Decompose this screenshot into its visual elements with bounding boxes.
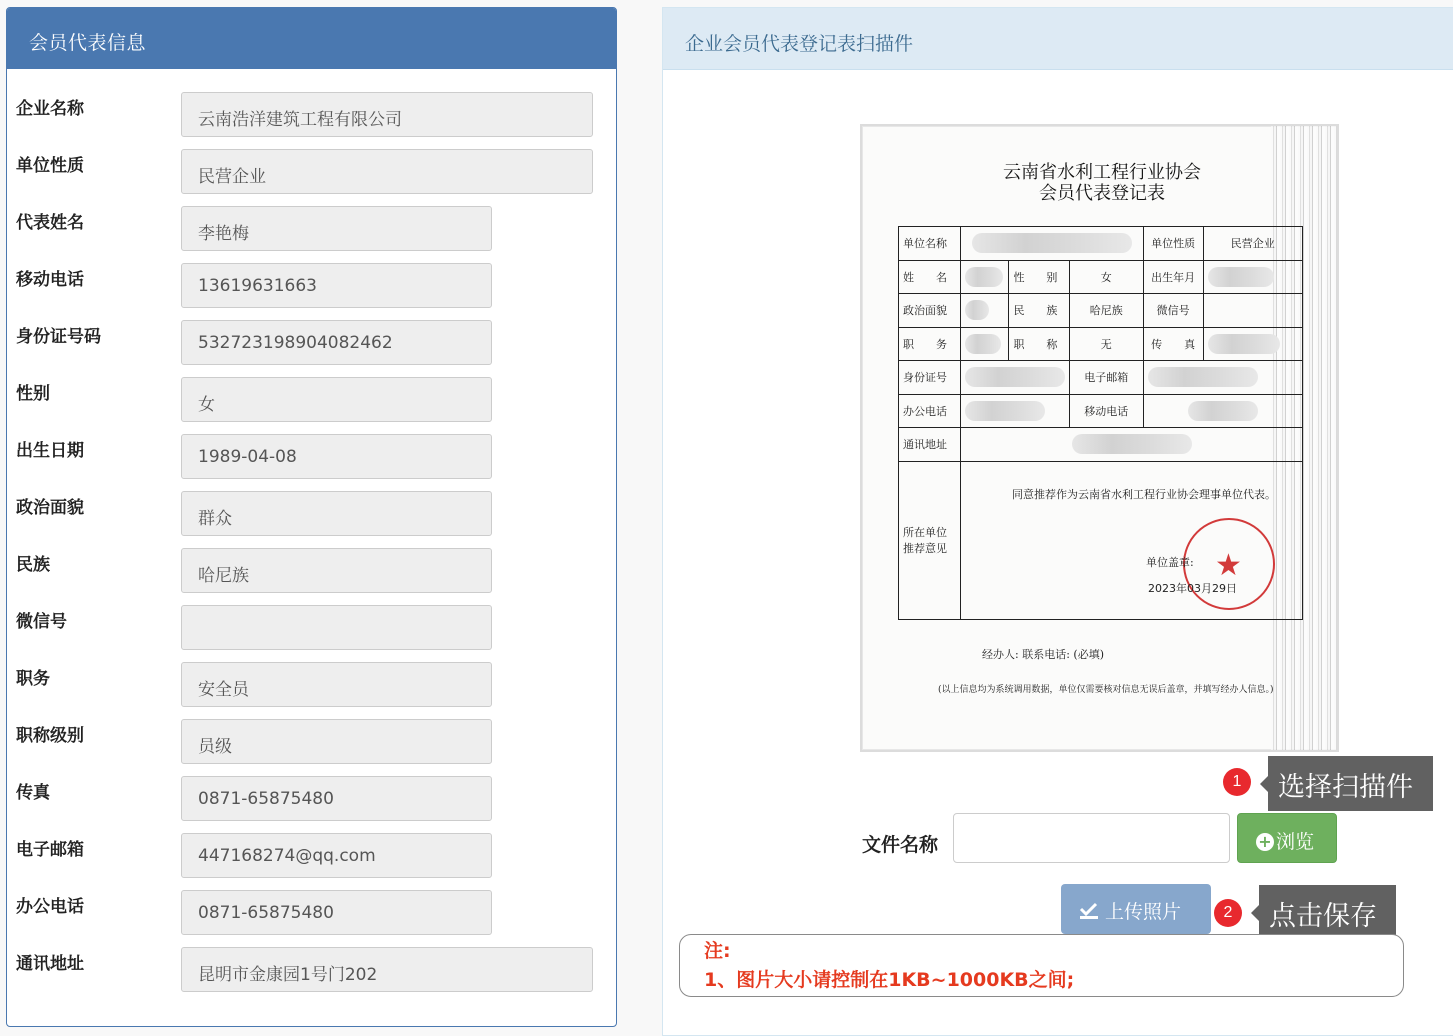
scan-value: 女 <box>1070 260 1144 294</box>
form-row <box>7 719 617 765</box>
company-stamp <box>1183 518 1275 610</box>
form-row <box>7 833 617 879</box>
scan-redacted <box>1143 361 1302 395</box>
field-label: 民族 <box>16 555 50 575</box>
field-label: 职务 <box>16 669 50 689</box>
scan-redacted <box>961 260 1009 294</box>
step-badge-2: 2 <box>1214 899 1242 927</box>
check-upload-icon <box>1079 902 1099 920</box>
scan-label: 所在单位推荐意见 <box>899 461 961 619</box>
field-label: 移动电话 <box>16 270 84 290</box>
file-name-input[interactable] <box>953 813 1230 863</box>
form-row <box>7 662 617 708</box>
form-row <box>7 491 617 537</box>
scan-label: 电子邮箱 <box>1070 361 1144 395</box>
tooltip-select-scan: 选择扫描件 <box>1268 756 1433 811</box>
field-label: 通讯地址 <box>16 954 84 974</box>
field-label: 出生日期 <box>16 441 84 461</box>
note-box <box>679 934 1404 997</box>
field-label: 传真 <box>16 783 50 803</box>
field-input[interactable]: 云南浩洋建筑工程有限公司 <box>181 92 593 137</box>
upload-label: 上传照片 <box>1105 901 1182 923</box>
plus-circle-icon: + <box>1256 833 1274 851</box>
field-input[interactable]: 员级 <box>181 719 492 764</box>
scan-footnote: (以上信息均为系统调用数据，单位仅需要核对信息无误后盖章，并填写经办人信息。) <box>938 685 1274 695</box>
field-label: 微信号 <box>16 612 67 632</box>
scan-value: 民营企业 <box>1203 227 1302 261</box>
form-row <box>7 947 617 993</box>
scan-label: 性 别 <box>1009 260 1070 294</box>
field-input[interactable]: 昆明市金康园1号门202 <box>181 947 593 992</box>
form-row <box>7 605 617 651</box>
note-title: 注: <box>704 940 731 962</box>
scan-redacted <box>1203 260 1302 294</box>
scan-redacted <box>961 361 1070 395</box>
scan-redacted <box>1203 327 1302 361</box>
scan-label: 出生年月 <box>1143 260 1203 294</box>
form-row <box>7 149 617 195</box>
scan-redacted <box>1143 394 1302 428</box>
scan-panel-title: 企业会员代表登记表扫描件 <box>663 8 1453 70</box>
scan-label: 单位名称 <box>899 227 961 261</box>
field-label: 企业名称 <box>16 99 84 119</box>
tooltip-click-save: 点击保存 <box>1259 885 1396 940</box>
scan-label: 姓 名 <box>899 260 961 294</box>
browse-button[interactable] <box>1237 813 1337 863</box>
scan-redacted <box>961 294 1009 328</box>
field-input[interactable]: 1989-04-08 <box>181 434 492 479</box>
form-row <box>7 434 617 480</box>
scan-redacted <box>961 327 1009 361</box>
field-label: 办公电话 <box>16 897 84 917</box>
scan-redacted <box>961 227 1144 261</box>
scan-label: 职 称 <box>1009 327 1070 361</box>
scan-label: 办公电话 <box>899 394 961 428</box>
upload-photo-button[interactable] <box>1061 884 1211 934</box>
scan-empty <box>1203 294 1302 328</box>
field-input[interactable]: 安全员 <box>181 662 492 707</box>
scan-redacted <box>961 394 1070 428</box>
form-row <box>7 263 617 309</box>
scan-label: 身份证号 <box>899 361 961 395</box>
browse-label: 浏览 <box>1276 831 1315 853</box>
scan-label: 政治面貌 <box>899 294 961 328</box>
member-info-panel <box>6 7 617 1027</box>
member-info-title: 会员代表信息 <box>7 8 616 69</box>
field-label: 政治面貌 <box>16 498 84 518</box>
form-row <box>7 890 617 936</box>
scan-value: 无 <box>1070 327 1144 361</box>
field-input[interactable]: 女 <box>181 377 492 422</box>
scan-panel <box>662 7 1453 1036</box>
scan-stamp-label: 单位盖章: <box>1146 556 1194 569</box>
field-input[interactable]: 0871-65875480 <box>181 776 492 821</box>
scan-handler-line: 经办人: 联系电话: (必填) <box>982 648 1104 661</box>
scan-title-line1: 云南省水利工程行业协会 <box>1003 162 1201 183</box>
scan-date: 2023年03月29日 <box>1148 582 1237 595</box>
scan-label: 民 族 <box>1009 294 1070 328</box>
scan-title-line2: 会员代表登记表 <box>1039 183 1165 204</box>
scan-label: 通讯地址 <box>899 428 961 462</box>
scan-label: 微信号 <box>1143 294 1203 328</box>
scan-preview-image <box>860 124 1339 752</box>
note-line-1: 1、图片大小请控制在1KB~1000KB之间; <box>704 969 1075 991</box>
step-badge-1: 1 <box>1223 768 1251 796</box>
field-label: 职称级别 <box>16 726 84 746</box>
field-input[interactable]: 民营企业 <box>181 149 593 194</box>
form-row <box>7 92 617 138</box>
field-label: 身份证号码 <box>16 327 101 347</box>
form-row <box>7 320 617 366</box>
field-label: 单位性质 <box>16 156 84 176</box>
field-input[interactable] <box>181 605 492 650</box>
form-row <box>7 377 617 423</box>
scan-label: 职 务 <box>899 327 961 361</box>
field-input[interactable]: 13619631663 <box>181 263 492 308</box>
field-input[interactable]: 532723198904082462 <box>181 320 492 365</box>
scan-redacted <box>961 428 1303 462</box>
scan-label: 传 真 <box>1143 327 1203 361</box>
field-label: 性别 <box>16 384 50 404</box>
form-row <box>7 776 617 822</box>
field-input[interactable]: 哈尼族 <box>181 548 492 593</box>
field-input[interactable]: 447168274@qq.com <box>181 833 492 878</box>
scan-label: 移动电话 <box>1070 394 1144 428</box>
form-row <box>7 206 617 252</box>
scan-recommend-text: 同意推荐作为云南省水利工程行业协会理事单位代表。 <box>1012 488 1276 501</box>
field-input[interactable]: 群众 <box>181 491 492 536</box>
field-label: 代表姓名 <box>16 213 84 233</box>
star-icon: ★ <box>1215 548 1242 583</box>
scan-value: 哈尼族 <box>1070 294 1144 328</box>
form-row <box>7 548 617 594</box>
scan-label: 单位性质 <box>1143 227 1203 261</box>
field-input[interactable]: 0871-65875480 <box>181 890 492 935</box>
field-label: 电子邮箱 <box>16 840 84 860</box>
file-name-label: 文件名称 <box>862 834 939 856</box>
field-input[interactable]: 李艳梅 <box>181 206 492 251</box>
